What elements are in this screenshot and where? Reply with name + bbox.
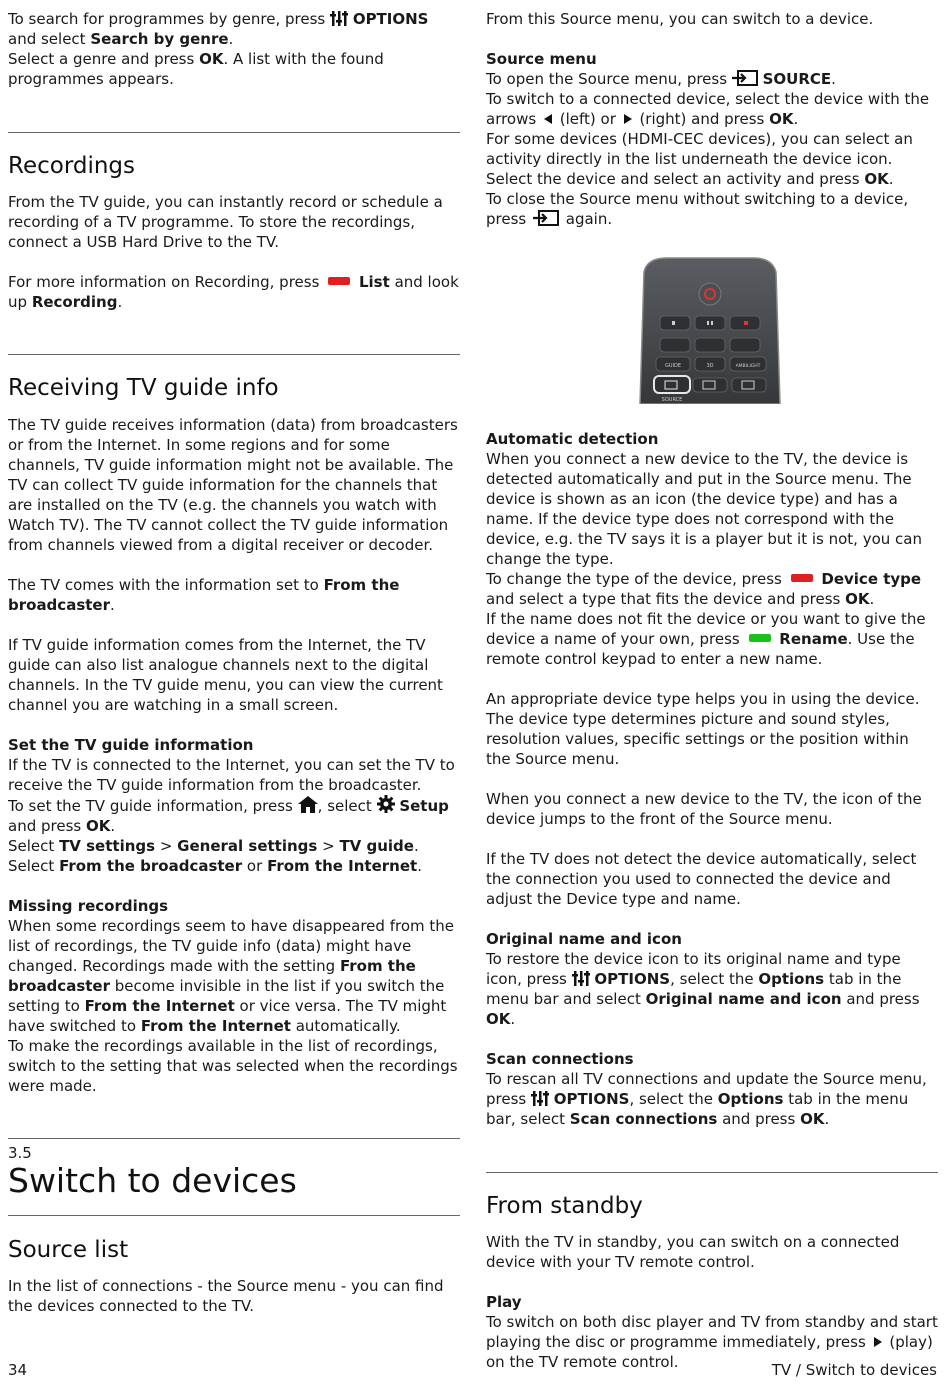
from-standby-heading: From standby bbox=[486, 1193, 643, 1219]
options-tab-label: Options bbox=[758, 970, 825, 988]
green-key-icon bbox=[749, 634, 771, 642]
text: Select bbox=[8, 837, 55, 855]
text: , select bbox=[317, 797, 372, 815]
auto-paragraph-2: To change the type of the device, press Device type and select a type that fits the device and press OK. bbox=[486, 570, 922, 608]
arrow-right-icon bbox=[624, 114, 632, 124]
section-number: 3.5 bbox=[8, 1144, 32, 1162]
options-label: OPTIONS bbox=[553, 1090, 630, 1108]
set-paragraph-3: Select TV settings > General settings > TV guide. bbox=[8, 837, 419, 855]
recordings-heading: Recordings bbox=[8, 153, 136, 179]
receiving-paragraph-3: If TV guide information comes from the Internet, the TV guide can also list analogue channels next to the digital channels. In the TV guide menu, you can view the current channel you are watching in a small screen. bbox=[8, 636, 443, 714]
source-icon bbox=[732, 70, 758, 86]
genre-paragraph-1: To search for programmes by genre, press OPTIONS and select Search by genre. bbox=[8, 10, 429, 48]
rename-label: Rename bbox=[779, 630, 848, 648]
receiving-paragraph-1: The TV guide receives information (data) from broadcasters or from the Internet. In some regions and for some channels, TV guide information might not be available. The TV can collect TV guide information for the channels that are installed on the TV (e.g. the channels you watch with Watch TV). The TV cannot collect the TV guide information from channels viewed from a digital receiver or decoder. bbox=[8, 416, 458, 554]
options-label: OPTIONS bbox=[594, 970, 671, 988]
text: become invisible in the list if you switch the setting to bbox=[8, 977, 445, 1015]
recordings-paragraph-1: From the TV guide, you can instantly record or schedule a recording of a TV programme. To store the recordings, connect a USB Hard Drive to the TV. bbox=[8, 193, 443, 251]
source-menu-paragraph-3: For some devices (HDMI-CEC devices), you can select an activity directly in the list underneath the device icon. bbox=[486, 130, 913, 168]
source-label: SOURCE bbox=[762, 70, 832, 88]
source-menu-heading bbox=[486, 49, 938, 69]
options-icon bbox=[572, 971, 590, 986]
switch-to-devices-heading: Switch to devices bbox=[8, 1161, 297, 1200]
remote-control-image bbox=[592, 254, 838, 404]
auto-title: Automatic detection bbox=[486, 430, 659, 448]
3d-button-label: 3D bbox=[706, 363, 714, 369]
text: To switch on both disc player and TV from standby and start playing the disc or programme immediately, press bbox=[486, 1313, 938, 1351]
from-broadcaster-label: From the broadcaster bbox=[8, 576, 400, 614]
automatic-detection-heading bbox=[486, 429, 938, 449]
footer-section: TV / Switch to devices bbox=[771, 1361, 937, 1379]
home-icon bbox=[298, 796, 318, 813]
guide-button-label: GUIDE bbox=[664, 363, 682, 369]
play-title: Play bbox=[486, 1293, 522, 1311]
recordings-paragraph-2: For more information on Recording, press List and look up Recording. bbox=[8, 273, 459, 311]
text: or bbox=[246, 857, 263, 875]
receiving-heading: Receiving TV guide info bbox=[8, 375, 279, 401]
text: and select bbox=[8, 30, 86, 48]
original-name-heading bbox=[486, 929, 938, 949]
options-icon bbox=[531, 1091, 549, 1106]
text: and look up bbox=[8, 273, 459, 311]
source-icon bbox=[531, 210, 561, 226]
missing-paragraph-2: To make the recordings available in the list of recordings, switch to the setting that was selected when the recordings were made. bbox=[8, 1037, 458, 1095]
auto-paragraph-1: When you connect a new device to the TV, the device is detected automatically and put in the Source menu. The device is shown as an icon (the device type) and has a name. If the device type does not correspond with the device, e.g. the TV says it is a player but it is not, you can change the type. bbox=[486, 450, 922, 568]
from-internet-label: From the Internet bbox=[84, 997, 235, 1015]
text: automatically. bbox=[295, 1017, 401, 1035]
set-paragraph-2: To set the TV guide information, press , select Setup and press OK. bbox=[8, 797, 449, 835]
source-menu-paragraph-2: To switch to a connected device, select the device with the arrows (left) or (right) and press OK. bbox=[486, 90, 930, 128]
text: When some recordings seem to have disappeared from the list of recordings, the TV guide info (data) might have changed. Recordings made with the setting bbox=[8, 917, 454, 975]
source-menu-paragraph-1: To open the Source menu, press SOURCE. bbox=[486, 70, 836, 88]
text: To search for programmes by genre, press bbox=[8, 10, 326, 28]
text: again. bbox=[565, 210, 613, 228]
original-name-icon-label: Original name and icon bbox=[645, 990, 842, 1008]
right-column bbox=[486, 9, 938, 1372]
auto-paragraph-5: When you connect a new device to the TV, the icon of the device jumps to the front of the Source menu. bbox=[486, 790, 922, 828]
text: The TV comes with the information set to bbox=[8, 576, 319, 594]
text: and press bbox=[846, 990, 920, 1008]
text: and press bbox=[722, 1110, 796, 1128]
source-menu-paragraph-5 bbox=[486, 189, 938, 229]
missing-title: Missing recordings bbox=[8, 897, 169, 915]
source-menu-paragraph-4: Select the device and select an activity and press OK. bbox=[486, 170, 894, 188]
text: tab in the menu bar, select bbox=[486, 1090, 909, 1128]
from-broadcaster-label: From the broadcaster bbox=[8, 957, 416, 995]
options-label: OPTIONS bbox=[352, 10, 429, 28]
ok-label: OK bbox=[86, 817, 111, 835]
options-icon bbox=[330, 11, 348, 26]
page-number: 34 bbox=[8, 1361, 28, 1379]
text: Select bbox=[8, 857, 55, 875]
genre-paragraph-2 bbox=[8, 49, 460, 89]
scan-paragraph: To rescan all TV connections and update the Source menu, press OPTIONS, select the Options tab in the menu bar, select Scan connections and press OK. bbox=[486, 1070, 927, 1128]
text: , select the bbox=[670, 970, 754, 988]
ok-label: OK bbox=[864, 170, 889, 188]
text: To switch to a connected device, select the device with the arrows bbox=[486, 90, 930, 128]
red-key-icon bbox=[328, 277, 350, 285]
arrow-left-icon bbox=[544, 114, 552, 124]
text: . A list with the found programmes appears. bbox=[8, 50, 384, 88]
receiving-paragraph-2: The TV comes with the information set to From the broadcaster. bbox=[8, 576, 400, 614]
text: For more information on Recording, press bbox=[8, 273, 320, 291]
left-column bbox=[8, 9, 460, 1316]
text: To close the Source menu without switching to a device, press bbox=[486, 190, 909, 228]
setup-label: Setup bbox=[399, 797, 449, 815]
general-settings-label: General settings bbox=[177, 837, 318, 855]
play-icon bbox=[874, 1337, 882, 1347]
ok-label: OK bbox=[845, 590, 870, 608]
text: To set the TV guide information, press bbox=[8, 797, 293, 815]
scan-connections-heading bbox=[486, 1049, 938, 1069]
text: tab in the menu bar and select bbox=[486, 970, 902, 1008]
set-paragraph-4: Select From the broadcaster or From the Internet. bbox=[8, 857, 422, 875]
play-heading bbox=[486, 1292, 938, 1312]
ok-label: OK bbox=[800, 1110, 825, 1128]
text: (play) on the TV remote control. bbox=[486, 1333, 933, 1371]
text: , select the bbox=[629, 1090, 713, 1108]
from-internet-label: From the Internet bbox=[267, 857, 418, 875]
source-menu-title: Source menu bbox=[486, 50, 597, 68]
ok-label: OK bbox=[486, 1010, 511, 1028]
source-list-heading: Source list bbox=[8, 1237, 129, 1263]
text: (right) and press bbox=[639, 110, 765, 128]
scan-title: Scan connections bbox=[486, 1050, 634, 1068]
recording-label: Recording bbox=[31, 293, 118, 311]
options-tab-label: Options bbox=[717, 1090, 784, 1108]
auto-paragraph-4: An appropriate device type helps you in using the device. The device type determines picture and sound styles, resolution values, specific settings or the position within the Source menu. bbox=[486, 690, 920, 768]
tv-settings-label: TV settings bbox=[59, 837, 156, 855]
list-label: List bbox=[358, 273, 390, 291]
text: Select the device and select an activity and press bbox=[486, 170, 860, 188]
standby-paragraph: With the TV in standby, you can switch on a connected device with your TV remote control. bbox=[486, 1233, 900, 1271]
missing-heading bbox=[8, 896, 460, 916]
text: Select a genre and press bbox=[8, 50, 195, 68]
text: To change the type of the device, press bbox=[486, 570, 782, 588]
search-by-genre-label: Search by genre bbox=[90, 30, 229, 48]
source-intro: From this Source menu, you can switch to a device. bbox=[486, 10, 874, 28]
scan-connections-label: Scan connections bbox=[569, 1110, 718, 1128]
text: and select a type that fits the device and press bbox=[486, 590, 841, 608]
set-info-heading bbox=[8, 735, 460, 755]
text: If the name does not fit the device or you want to give the device a name of your own, press bbox=[486, 610, 926, 648]
set-paragraph-1: If the TV is connected to the Internet, you can set the TV to receive the TV guide information from the broadcaster. bbox=[8, 756, 455, 794]
original-name-paragraph: To restore the device icon to its original name and type icon, press OPTIONS, select the Options tab in the menu bar and select Original name and icon and press OK. bbox=[486, 950, 920, 1028]
ok-label: OK bbox=[769, 110, 794, 128]
text: To restore the device icon to its original name and type icon, press bbox=[486, 950, 901, 988]
tv-guide-label: TV guide bbox=[339, 837, 414, 855]
source-button-label: SOURCE bbox=[661, 397, 683, 403]
from-broadcaster-label: From the broadcaster bbox=[59, 857, 243, 875]
auto-paragraph-6: If the TV does not detect the device automatically, select the connection you used to connected the device and adjust the Device type and name. bbox=[486, 850, 917, 908]
ambilight-button-label: AMBILIGHT bbox=[735, 364, 761, 369]
text: . Use the remote control keypad to enter a new name. bbox=[486, 630, 915, 668]
gear-icon bbox=[377, 795, 395, 813]
device-type-label: Device type bbox=[821, 570, 922, 588]
red-key-icon bbox=[791, 574, 813, 582]
from-internet-label: From the Internet bbox=[140, 1017, 291, 1035]
text: or vice versa. The TV might have switched to bbox=[8, 997, 447, 1035]
auto-paragraph-3 bbox=[486, 609, 938, 669]
ok-label: OK bbox=[199, 50, 224, 68]
orig-title: Original name and icon bbox=[486, 930, 682, 948]
text: (left) or bbox=[559, 110, 616, 128]
text: To rescan all TV connections and update the Source menu, press bbox=[486, 1070, 927, 1108]
missing-paragraph-1 bbox=[8, 916, 460, 1036]
text: To open the Source menu, press bbox=[486, 70, 728, 88]
text: and press bbox=[8, 817, 82, 835]
source-list-paragraph: In the list of connections - the Source menu - you can find the devices connected to the TV. bbox=[8, 1277, 444, 1315]
set-title: Set the TV guide information bbox=[8, 736, 254, 754]
